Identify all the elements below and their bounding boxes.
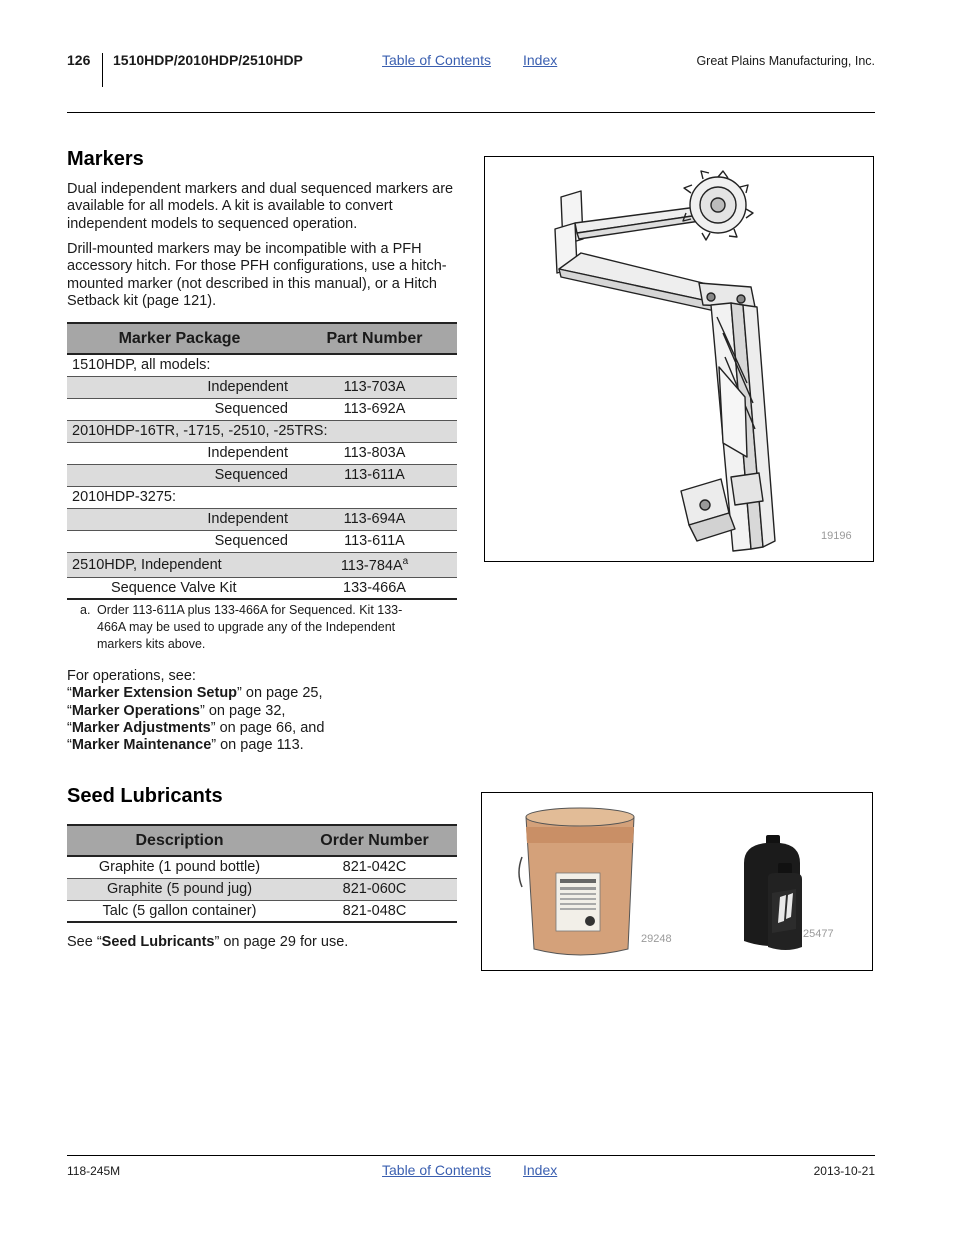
description: Graphite (1 pound bottle) xyxy=(67,856,292,878)
header-divider xyxy=(102,53,103,87)
bottle-image xyxy=(744,835,802,950)
part-number-text: 113-784A xyxy=(340,557,403,574)
marker-package-table xyxy=(67,322,457,600)
ops-ref-tail: ” on page 25, xyxy=(237,685,323,702)
figure-number: 19196 xyxy=(821,530,852,542)
footnote-ref: a xyxy=(402,555,409,567)
ops-ref-tail: ” on page 32, xyxy=(199,702,286,719)
table-row xyxy=(67,508,457,530)
package-label: Sequenced xyxy=(67,530,292,552)
footnote-mark: a. xyxy=(80,603,91,617)
footer-index-link[interactable]: Index xyxy=(523,1162,558,1178)
package-label: Independent xyxy=(67,376,292,398)
part-number: 113-611A xyxy=(292,530,457,552)
company-name: Great Plains Manufacturing, Inc. xyxy=(696,54,875,68)
table-row xyxy=(67,552,457,577)
ops-ref-link[interactable]: Marker Adjustments xyxy=(71,719,211,736)
page-number: 126 xyxy=(67,52,91,68)
bucket-image xyxy=(519,808,634,955)
order-number: 821-048C xyxy=(292,900,457,922)
description: Talc (5 gallon container) xyxy=(67,900,292,922)
model-title: 1510HDP/2010HDP/2510HDP xyxy=(113,52,303,68)
header-rule xyxy=(67,112,875,113)
markers-para-1: Dual independent markers and dual sequenced markers are available for all models. A kit is available to convert independent models to sequenced operation. xyxy=(67,181,454,232)
table-row xyxy=(67,420,457,442)
ops-ref: “Marker Extension Setup” on page 25, xyxy=(67,685,323,702)
order-number: 821-042C xyxy=(292,856,457,878)
table-row xyxy=(67,878,457,900)
document-number: 118-245M xyxy=(67,1164,121,1178)
table-row xyxy=(67,530,457,552)
package-label: 2510HDP, Independent xyxy=(67,552,292,577)
ops-ref: “Marker Operations” on page 32, xyxy=(67,702,286,719)
col-part-number: Part Number xyxy=(292,323,457,354)
ops-ref: “Marker Maintenance” on page 113. xyxy=(67,737,304,754)
table-row xyxy=(67,900,457,922)
ops-ref-link[interactable]: Marker Operations xyxy=(71,702,200,719)
order-number: 821-060C xyxy=(292,878,457,900)
part-number: 113-803A xyxy=(292,442,457,464)
figure-number-bucket: 29248 xyxy=(641,933,672,945)
col-description: Description xyxy=(67,825,292,856)
ops-ref-tail: ” on page 113. xyxy=(211,737,304,754)
seed-lubricants-table xyxy=(67,824,457,923)
package-label: Independent xyxy=(67,508,292,530)
description: Graphite (5 pound jug) xyxy=(67,878,292,900)
table-row xyxy=(67,464,457,486)
part-number: 113-692A xyxy=(292,398,457,420)
seed-lubricants-reference xyxy=(67,934,348,950)
package-label: Sequence Valve Kit xyxy=(67,577,292,599)
marker-assembly-illustration xyxy=(485,157,873,561)
markers-heading: Markers xyxy=(67,148,144,170)
footer-rule xyxy=(67,1155,875,1156)
seed-lubricants-link[interactable]: Seed Lubricants xyxy=(101,934,215,950)
table-row xyxy=(67,442,457,464)
lubricant-containers-illustration xyxy=(482,793,872,970)
marker-figure xyxy=(484,156,874,562)
ops-ref-link[interactable]: Marker Maintenance xyxy=(71,737,212,754)
group-label: 2010HDP-3275: xyxy=(67,486,457,508)
part-number: 113-694A xyxy=(292,508,457,530)
lubricant-figure xyxy=(481,792,873,971)
ops-intro: For operations, see: xyxy=(67,668,196,684)
operations-references xyxy=(67,668,324,754)
col-marker-package: Marker Package xyxy=(67,323,292,354)
table-footnote xyxy=(80,602,427,653)
table-row xyxy=(67,376,457,398)
ops-ref-link[interactable]: Marker Extension Setup xyxy=(71,685,238,702)
col-order-number: Order Number xyxy=(292,825,457,856)
table-row xyxy=(67,486,457,508)
part-number xyxy=(292,552,457,577)
part-number: 133-466A xyxy=(292,577,457,599)
ops-ref: “Marker Adjustments” on page 66, and xyxy=(67,719,325,736)
part-number: 113-611A xyxy=(292,464,457,486)
table-row xyxy=(67,398,457,420)
group-label: 2010HDP-16TR, -1715, -2510, -25TRS: xyxy=(67,420,457,442)
package-label: Sequenced xyxy=(67,398,292,420)
see-prefix: See “ xyxy=(67,934,102,950)
table-row xyxy=(67,354,457,376)
package-label: Independent xyxy=(67,442,292,464)
footnote-text: Order 113-611A plus 133-466A for Sequenced. Kit 133-466A may be used to upgrade any of the Independent markers kits above. xyxy=(97,603,403,651)
header-toc-link[interactable]: Table of Contents xyxy=(382,52,491,68)
part-number: 113-703A xyxy=(292,376,457,398)
package-label: Sequenced xyxy=(67,464,292,486)
markers-para-2: Drill-mounted markers may be incompatible with a PFH accessory hitch. For those PFH configurations, use a hitch-mounted marker (not described in this manual), or a Hitch Setback kit (page 121). xyxy=(67,241,447,309)
document-date: 2013-10-21 xyxy=(813,1164,875,1178)
seed-lubricants-heading: Seed Lubricants xyxy=(67,785,223,807)
header-index-link[interactable]: Index xyxy=(523,52,558,68)
see-suffix: ” on page 29 for use. xyxy=(214,934,349,950)
figure-number-bottle: 25477 xyxy=(803,928,834,940)
group-label: 1510HDP, all models: xyxy=(67,354,457,376)
table-row xyxy=(67,577,457,599)
footer-toc-link[interactable]: Table of Contents xyxy=(382,1162,491,1178)
ops-ref-tail: ” on page 66, and xyxy=(210,719,325,736)
table-row xyxy=(67,856,457,878)
